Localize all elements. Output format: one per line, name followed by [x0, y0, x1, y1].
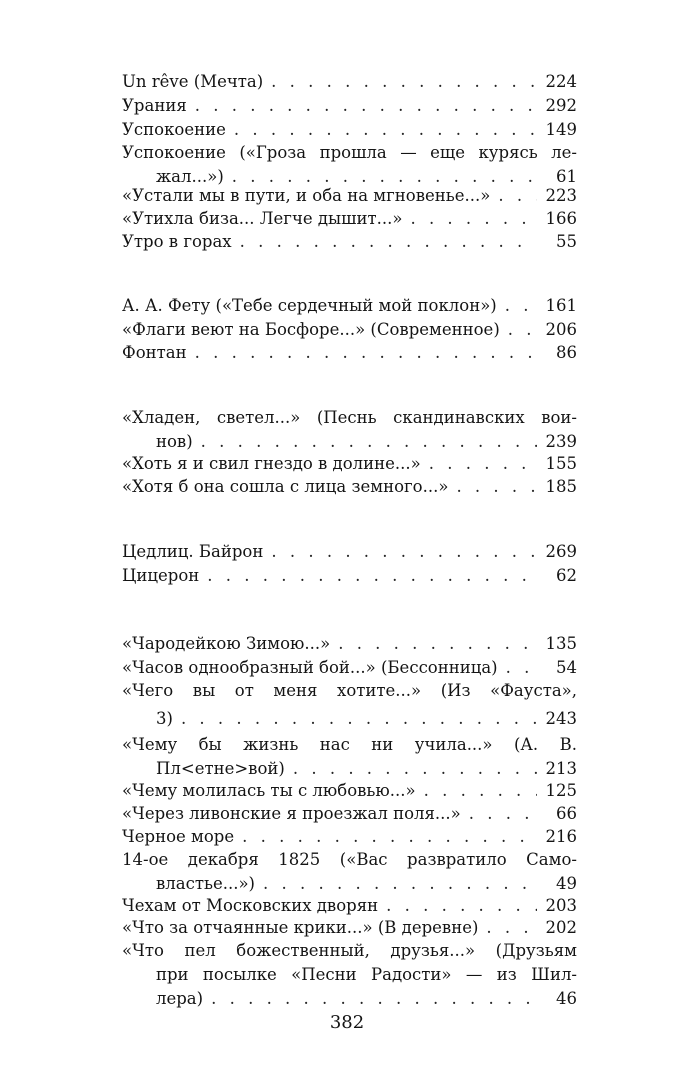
entry-page: 54: [556, 658, 577, 677]
entry-title: «Хоть я и свил гнездо в долине...»: [122, 454, 421, 473]
entry-page: 224: [545, 72, 577, 91]
entry-title: «Утихла биза... Легче дышит...»: [122, 209, 403, 228]
leader-dots: [199, 564, 537, 588]
toc-entry: [122, 733, 577, 781]
leader-dots: [421, 452, 537, 476]
entry-page: 292: [545, 96, 577, 115]
toc-entry: [122, 230, 577, 254]
entry-title-cont: жал...»): [156, 167, 224, 186]
entry-title: Успокоение: [122, 120, 226, 139]
entry-title: «Устали мы в пути, и оба на мгновенье...»: [122, 186, 491, 205]
entry-title-cont: лера): [156, 989, 204, 1008]
entry-page: 269: [545, 542, 577, 561]
entry-title: Чехам от Московских дворян: [122, 896, 379, 915]
leader-dots: [416, 779, 537, 803]
leader-dots: [448, 475, 537, 499]
entry-page: 161: [545, 296, 577, 315]
entry-title: Цедлиц. Байрон: [122, 542, 264, 561]
leader-dots: [263, 540, 537, 564]
leader-dots: [330, 632, 537, 656]
toc-entry: [122, 207, 577, 231]
leader-dots: [461, 802, 537, 826]
toc-entry: [122, 184, 577, 208]
leader-dots: [226, 118, 537, 142]
entry-page: 223: [545, 186, 577, 205]
leader-dots: [478, 916, 537, 940]
entry-title-cont: Пл<етне>вой): [156, 759, 285, 778]
entry-page: 86: [556, 343, 577, 362]
entry-title: 14-ое декабря 1825 («Вас развратило Само-: [122, 850, 577, 869]
entry-page: 55: [556, 232, 577, 251]
leader-dots: [203, 987, 537, 1011]
toc-entry: [122, 779, 577, 803]
entry-title: «Что пел божественный, друзья...» (Друзьям: [122, 941, 577, 960]
entry-title-cont: властье...»): [156, 874, 255, 893]
entry-title: «Флаги веют на Босфоре...» (Современное): [122, 320, 500, 339]
entry-page: 155: [545, 454, 577, 473]
entry-page: 239: [545, 432, 577, 451]
entry-title: А. А. Фету («Тебе сердечный мой поклон»): [122, 296, 497, 315]
entry-page: 135: [545, 634, 577, 653]
entry-page: 66: [556, 804, 577, 823]
toc-entry: [122, 141, 577, 189]
entry-title: «Хотя б она сошла с лица земного...»: [122, 477, 449, 496]
entry-title: Черное море: [122, 827, 235, 846]
entry-title: Утро в горах: [122, 232, 232, 251]
entry-title: Цицерон: [122, 566, 200, 585]
entry-title: Успокоение («Гроза прошла — еще курясь ле-: [122, 143, 577, 162]
leader-dots: [173, 707, 537, 731]
toc-entry: [122, 406, 577, 454]
leader-dots: [187, 341, 537, 365]
entry-page: 125: [545, 781, 577, 800]
entry-page: 202: [545, 918, 577, 937]
entry-page: 61: [556, 167, 577, 186]
entry-page: 49: [556, 874, 577, 893]
entry-title: «Чему бы жизнь нас ни учила...» (А. В.: [122, 735, 577, 754]
toc-entry: [122, 916, 577, 940]
leader-dots: [402, 207, 537, 231]
entry-page: 185: [545, 477, 577, 496]
entry-title: «Чего вы от меня хотите...» (Из «Фауста»,: [122, 681, 577, 700]
leader-dots: [255, 872, 537, 896]
entry-page: 46: [556, 989, 577, 1008]
entry-title: «Чему молилась ты с любовью...»: [122, 781, 416, 800]
leader-dots: [263, 70, 537, 94]
entry-title-cont: при посылке «Песни Радости» — из Шил-: [156, 965, 577, 984]
toc-entry: [122, 825, 577, 849]
entry-title: «Хладен, светел...» (Песнь скандинавских вои-: [122, 408, 577, 427]
entry-page: 203: [545, 896, 577, 915]
toc-entry: [122, 848, 577, 896]
toc-entry: [122, 118, 577, 142]
toc-entry: [122, 656, 577, 680]
leader-dots: [497, 294, 537, 318]
leader-dots: [193, 430, 537, 454]
entry-title: «Чародейкою Зимою...»: [122, 634, 331, 653]
entry-page: 243: [545, 709, 577, 728]
toc-entry: [122, 94, 577, 118]
toc-entry: [122, 564, 577, 588]
leader-dots: [187, 94, 537, 118]
entry-title: «Что за отчаянные крики...» (В деревне): [122, 918, 479, 937]
toc-entry: [122, 341, 577, 365]
entry-title: «Часов однообразный бой...» (Бессонница): [122, 658, 498, 677]
toc-entry: [122, 540, 577, 564]
leader-dots: [285, 757, 537, 781]
leader-dots: [378, 894, 537, 918]
leader-dots: [234, 825, 537, 849]
leader-dots: [490, 184, 537, 208]
toc-entry: [122, 475, 577, 499]
toc-entry: [122, 679, 577, 731]
entry-page: 206: [545, 320, 577, 339]
entry-page: 149: [545, 120, 577, 139]
toc-entry: [122, 894, 577, 918]
toc-entry: [122, 294, 577, 318]
toc-entry: [122, 452, 577, 476]
toc-entry: [122, 70, 577, 94]
entry-page: 166: [545, 209, 577, 228]
entry-page: 213: [545, 759, 577, 778]
toc-entry: [122, 632, 577, 656]
entry-title-cont: 3): [156, 709, 173, 728]
entry-title: Фонтан: [122, 343, 187, 362]
entry-title: Урания: [122, 96, 187, 115]
entry-page: 62: [556, 566, 577, 585]
leader-dots: [232, 230, 537, 254]
leader-dots: [500, 318, 537, 342]
entry-page: 216: [545, 827, 577, 846]
entry-title: «Через ливонские я проезжал поля...»: [122, 804, 461, 823]
toc-entry: [122, 939, 577, 1011]
leader-dots: [498, 656, 537, 680]
entry-title: Un rêve (Мечта): [122, 72, 264, 91]
page-number: 382: [329, 1012, 365, 1033]
toc-entry: [122, 802, 577, 826]
entry-title-cont: нов): [156, 432, 193, 451]
toc-entry: [122, 318, 577, 342]
